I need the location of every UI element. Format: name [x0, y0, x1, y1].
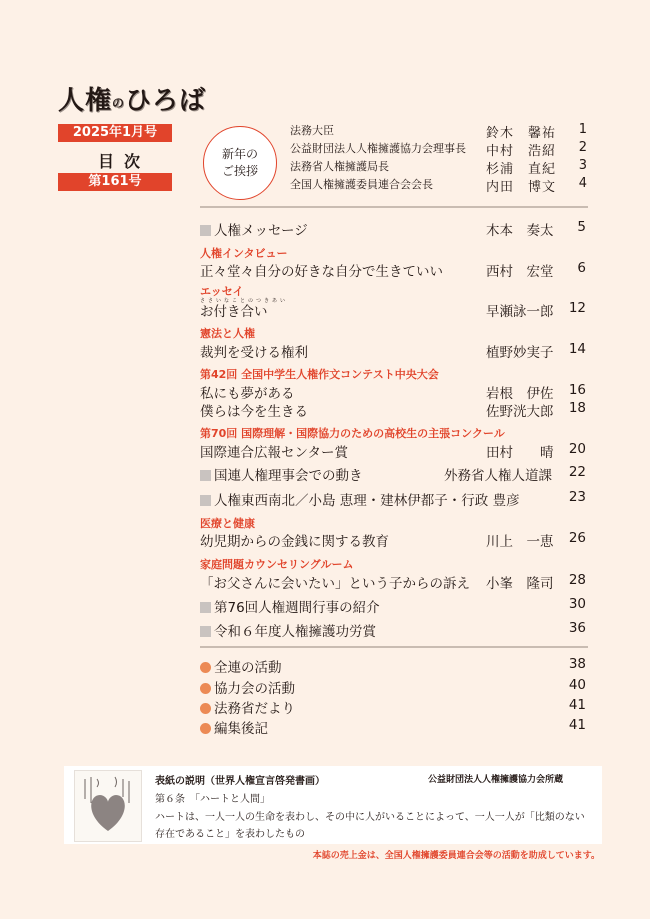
greeting-row[interactable] — [290, 158, 595, 176]
section-constitution: 憲法と人権 — [200, 327, 255, 340]
circle-bullet-icon — [200, 703, 211, 714]
entry-title: 編集後記 — [214, 721, 268, 737]
entry-author: 小峯 隆司 — [486, 576, 554, 592]
entry-title: 協力会の活動 — [214, 681, 295, 697]
title-main: 人権 — [58, 86, 113, 116]
toc-entry-news[interactable] — [200, 697, 588, 717]
toc-entry-family[interactable] — [200, 572, 588, 592]
circle-bullet-icon — [200, 662, 211, 673]
toc-entry-medical[interactable] — [200, 530, 588, 550]
toc-entry-un-council[interactable] — [200, 464, 588, 484]
entry-author: 岩根 伊佐 — [486, 386, 554, 402]
toc-entry-speech[interactable] — [200, 441, 588, 461]
divider — [200, 206, 588, 208]
entry-page: 22 — [568, 464, 586, 480]
entry-page: 28 — [568, 572, 586, 588]
entry-page: 20 — [568, 441, 586, 457]
entry-title: 国際連合広報センター賞 — [200, 445, 348, 461]
entry-author: 佐野洸大郎 — [486, 404, 554, 420]
toc-label: 目次 — [97, 152, 150, 171]
greeting-page: 2 — [578, 140, 587, 155]
greeting-badge — [203, 126, 277, 200]
section-medical: 医療と健康 — [200, 517, 255, 530]
divider — [200, 646, 588, 648]
entry-author: 植野妙実子 — [486, 345, 554, 361]
entry-title: お付き合い — [200, 304, 268, 320]
toc-entry-contest-1[interactable] — [200, 382, 588, 402]
entry-title: 人権メッセージ — [214, 223, 308, 239]
toc-entry-news[interactable] — [200, 677, 588, 697]
entry-author: 外務省人権人道課 — [444, 468, 552, 484]
greeting-label-2: ご挨拶 — [221, 164, 258, 178]
entry-author: 早瀬詠一郎 — [486, 304, 554, 320]
toc-entry-contest-2[interactable] — [200, 400, 588, 420]
circle-bullet-icon — [200, 683, 211, 694]
section-essay: エッセイ — [200, 285, 244, 298]
greeting-row[interactable] — [290, 176, 595, 194]
greeting-name: 内田 博文 — [486, 180, 557, 195]
toc-entry-week[interactable] — [200, 596, 588, 616]
cover-title: 表紙の説明（世界人権宣言啓発書画） — [155, 776, 325, 787]
toc-entry-essay[interactable] — [200, 300, 588, 320]
entry-title: 全連の活動 — [214, 660, 282, 676]
entry-page: 41 — [568, 717, 586, 733]
entry-page: 14 — [568, 341, 586, 357]
cover-article: 第６条 「ハートと人間」 — [155, 794, 270, 805]
entry-page: 40 — [568, 677, 586, 693]
toc-entry-message[interactable] — [200, 219, 588, 239]
entry-page: 16 — [568, 382, 586, 398]
entry-page: 23 — [568, 489, 586, 505]
entry-page: 36 — [568, 620, 586, 636]
greeting-position: 法務大臣 — [290, 124, 334, 137]
toc-entry-interview[interactable] — [200, 260, 588, 280]
entry-author: 木本 奏太 — [486, 223, 554, 239]
greeting-page: 1 — [578, 122, 587, 137]
essay-ruby: ささいなことのつきあい — [200, 298, 289, 304]
issue-number: 第161号 — [58, 173, 172, 191]
toc-entry-award[interactable] — [200, 620, 588, 640]
entry-page: 6 — [577, 260, 586, 276]
entry-title: 第76回人権週間行事の紹介 — [214, 600, 380, 616]
greeting-row[interactable] — [290, 122, 595, 140]
entry-title: 私にも夢がある — [200, 386, 295, 402]
entry-title: 幼児期からの金銭に関する教育 — [200, 534, 389, 550]
entry-title: 人権東西南北／小島 恵理・建林伊都子・行政 豊彦 — [214, 493, 520, 509]
square-bullet-icon — [200, 602, 211, 613]
entry-author: 西村 宏堂 — [486, 264, 554, 280]
section-family: 家庭問題カウンセリングルーム — [200, 558, 354, 571]
footer-note: 本誌の売上金は、全国人権擁護委員連合会等の活動を助成しています。 — [312, 851, 600, 861]
section-essay-contest: 第42回 全国中学生人権作文コンテスト中央大会 — [200, 368, 439, 381]
entry-page: 26 — [568, 530, 586, 546]
entry-page: 30 — [568, 596, 586, 612]
entry-title: 裁判を受ける権利 — [200, 345, 308, 361]
entry-title: 「お父さんに会いたい」という子からの訴え — [200, 576, 470, 592]
greeting-name: 鈴木 馨祐 — [486, 126, 557, 141]
entry-title: 法務省だより — [214, 701, 295, 717]
toc-entry-compass[interactable] — [200, 489, 588, 509]
entry-title: 正々堂々自分の好きな自分で生きていい — [200, 264, 443, 280]
entry-page: 5 — [577, 219, 586, 235]
toc-entry-constitution[interactable] — [200, 341, 588, 361]
entry-title: 僕らは今を生きる — [200, 404, 308, 420]
entry-title: 国連人権理事会での動き — [214, 468, 363, 484]
issue-date: 2025年1月号 — [58, 124, 172, 142]
entry-author: 田村 晴 — [486, 445, 554, 461]
entry-title: 令和６年度人権擁護功労賞 — [214, 624, 376, 640]
entry-page: 41 — [568, 697, 586, 713]
square-bullet-icon — [200, 495, 211, 506]
square-bullet-icon — [200, 626, 211, 637]
cover-artwork — [74, 770, 142, 842]
circle-bullet-icon — [200, 723, 211, 734]
cover-desc-2: 存在であること」を表わしたもの — [155, 829, 305, 840]
entry-author: 川上 一恵 — [486, 534, 554, 550]
greeting-name: 中村 浩紹 — [486, 144, 557, 159]
greeting-label-1: 新年の — [221, 147, 258, 161]
greeting-position: 公益財団法人人権擁護協力会理事長 — [290, 142, 466, 155]
greeting-name: 杉浦 直紀 — [486, 162, 557, 177]
greeting-page: 3 — [578, 158, 587, 173]
entry-page: 18 — [568, 400, 586, 416]
toc-entry-news[interactable] — [200, 717, 588, 737]
greeting-position: 全国人権擁護委員連合会会長 — [290, 178, 433, 191]
square-bullet-icon — [200, 225, 211, 236]
title-rest: ひろば — [125, 86, 207, 116]
magazine-title — [58, 80, 206, 117]
greeting-position: 法務省人権擁護局長 — [290, 160, 389, 173]
entry-page: 12 — [568, 300, 586, 316]
greeting-row[interactable] — [290, 140, 595, 158]
entry-page: 38 — [568, 656, 586, 672]
heart-artwork-icon — [75, 771, 141, 841]
square-bullet-icon — [200, 470, 211, 481]
toc-entry-news[interactable] — [200, 656, 588, 676]
section-speech-contest: 第70回 国際理解・国際協力のための高校生の主張コンクール — [200, 427, 505, 440]
cover-desc-1: ハートは、一人一人の生命を表わし、その中に人がいることによって、一人一人が「比類のない — [155, 812, 585, 823]
greeting-page: 4 — [578, 176, 587, 191]
section-interview: 人権インタビュー — [200, 247, 288, 260]
cover-owner: 公益財団法人人権擁護協力会所蔵 — [428, 775, 564, 785]
title-no: の — [112, 96, 126, 110]
